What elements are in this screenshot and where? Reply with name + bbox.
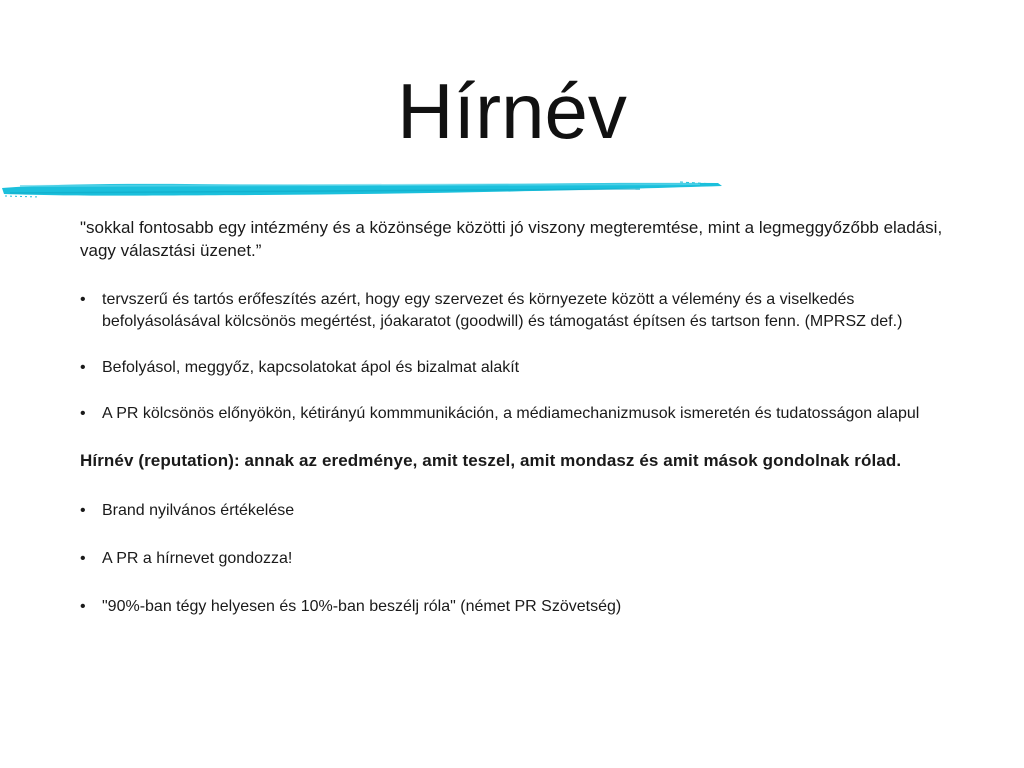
bullet-text: A PR a hírnevet gondozza! [102,550,293,567]
bullet-text: "90%-ban tégy helyesen és 10%-ban beszélj róla" (német PR Szövetség) [102,598,622,615]
bullet-item [80,357,950,379]
bullet-text: Brand nyilvános értékelése [102,502,295,519]
bullet-item [80,596,950,618]
bullet-text: tervszerű és tartós erőfeszítés azért, hogy egy szervezet és környezete között a vélemény és a viselkedés befolyásolásával kölcsönös megértést, jóakaratot (goodwill) és támogatást építsen és tartson fenn. (MPRSZ def.) [102,291,903,330]
bullet-item [80,500,950,522]
bullet-icon: • [80,359,86,376]
bullet-icon: • [80,291,86,308]
reputation-definition: Hírnév (reputation): annak az eredménye, amit teszel, amit mondasz és amit mások gondolnak rólad. [80,451,902,470]
brush-stroke-divider [0,176,725,200]
bullet-icon: • [80,598,86,615]
bullet-icon: • [80,405,86,422]
bullet-item [80,403,950,425]
bullet-item [80,548,950,570]
bullet-text: Befolyásol, meggyőz, kapcsolatokat ápol és bizalmat alakít [102,359,520,376]
bullet-icon: • [80,550,86,567]
quote-text: "sokkal fontosabb egy intézmény és a közönsége közötti jó viszony megteremtése, mint a legmeggyőzőbb eladási, vagy választási üzenet.” [80,218,943,260]
slide-body [80,216,950,618]
bullet-text: A PR kölcsönös előnyökön, kétirányú kommmunikáción, a médiamechanizmusok ismeretén és tudatosságon alapul [102,405,920,422]
first-bullet-list [80,289,950,425]
bullet-item [80,289,950,333]
second-bullet-list [80,500,950,618]
slide-title: Hírnév [397,67,627,155]
bullet-icon: • [80,502,86,519]
